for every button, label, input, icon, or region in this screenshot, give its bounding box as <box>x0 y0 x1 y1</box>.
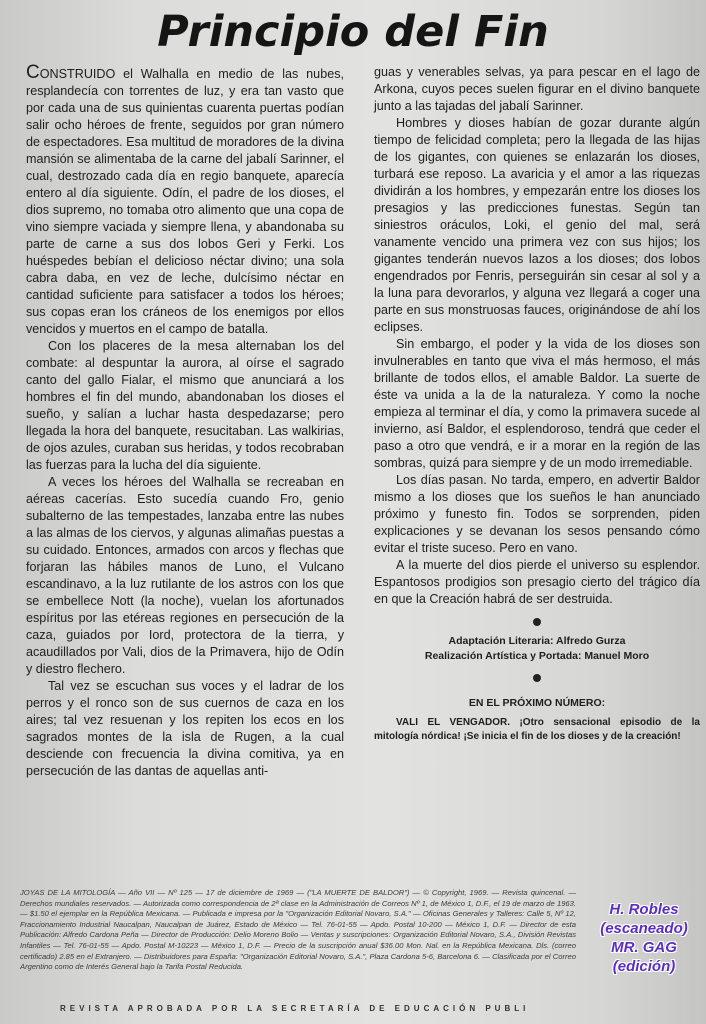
page-title: Principio del Fin <box>157 7 549 57</box>
watermark-line: MR. GAG <box>611 939 677 956</box>
drop-cap: C <box>26 62 40 83</box>
imprint-footer: JOYAS DE LA MITOLOGÍA — Año VII — Nº 125 — 17 de diciembre de 1969 — ("LA MUERTE DE BALDOR") — © Copyright, 1969. — Revista quincenal. — Derechos mundiales reservados. — Autorizada como correspondencia de 2ª clase en la Administración de Correos Nº 1, de México 1, D.F., el 19 de marzo de 1963. — $1.50 el ejemplar en la República Mexicana. — Publicada e impresa por la "Organización Editorial Novaro, S.A." — Oficinas Generales y Talleres: Calle 5, Nº 12, Fraccionamiento Industrial Naucalpan, Naucalpan de Juárez, Estado de México — Tel. 76-01-55 — Apdo. Postal 10-200 — México 1, D.F. — Director de esta Publicación: Alfredo Cardona Peña — Director de Producción: Delio Moreno Bolio — Ventas y suscripciones: Organización Editorial Novaro, S.A., División Revistas Infantiles — Tel. 76-01-55 — Apdo. Postal M-10223 — México 1, D.F. — Precio de la suscripción anual $36.00 Mon. Nal. en la República Mexicana. Dls. (correo certificado) 2.85 en el Extranjero. — Distribuidores para España: "Organización Editorial Novaro, S.A.", Plaza Cardona 5-6, Barcelona 6. — Clasificada por el Correo Argentino como de Interés General bajo la Tarifa Postal Reducida. <box>20 888 576 972</box>
right-column <box>374 64 700 744</box>
approval-line: REVISTA APROBADA POR LA SECRETARÍA DE EDUCACIÓN PUBLI <box>60 1004 530 1013</box>
paragraph-text: ONSTRUIDO el Walhalla en medio de las nubes, resplandecía con torrentes de luz, y era tan vasto que por cada una de sus quinientas cuarenta puertas podían salir ocho héroes de frente, seguidos por gran número de espectadores. Esa multitud de moradores de la divina mansión se alimentaba de la carne del jabalí Sarinner, el cual, destrozado cada día en regio banquete, aparecía entero al día siguiente. Odín, el padre de los dioses, el dios supremo, no tomaba otro alimento que una copa de vino siempre vaciada y siempre llena, y abandonaba su parte de carne a sus dos lobos Geri y Ferki. Los huéspedes bebían el delicioso néctar divino; una sola cabra daba, en vez de leche, dulcísimo néctar en cantidad suficiente para satisfacer a todos los héroes; sus copas eran los cráneos de los enemigos por ellos vencidos y muertos en el campo de batalla. <box>26 67 344 336</box>
next-issue-text: VALI EL VENGADOR. ¡Otro sensacional episodio de la mitología nórdica! ¡Se inicia el fin de los dioses y de la creación! <box>374 717 700 742</box>
credit-art: Realización Artística y Portada: Manuel Moro <box>424 650 650 662</box>
paragraph: Los días pasan. No tarda, empero, en advertir Baldor mismo a los dioses que los sueños le han anunciado próximo y funesto fin. Todos se sorprenden, piden explicaciones y se devanan los sesos pensando cómo evitar el triste suceso. Pero en vano. <box>374 473 700 555</box>
watermark-line: (escaneado) <box>600 920 688 937</box>
bullet-divider <box>533 618 541 626</box>
next-issue-heading: EN EL PRÓXIMO NÚMERO: <box>468 697 606 709</box>
paragraph: Con los placeres de la mesa alternaban los del combate: al despuntar la aurora, al oírse el sagrado canto del gallo Fialar, el mismo que anunciará a los hombres el fin del mundo, abandonaban los dioses el sueño, y salían a luchar hasta despedazarse; pero llegada la hora del banquete, resucitaban. Las walkirias, de ojos azules, curaban sus heridas, y todos recobraban las fuerzas para la lucha del día siguiente. <box>26 339 344 472</box>
credits <box>374 634 700 664</box>
bullet-divider <box>533 674 541 682</box>
paragraph: A veces los héroes del Walhalla se recreaban en aéreas cacerías. Esto sucedía cuando Fro, genio subalterno de las tempestades, lanzaba entre las nubes a las almas de los ciervos, y algunas alimañas puestas a su cuidado. Entonces, armados con arcos y flechas que forjaran las hábiles manos de Luno, el Vulcano escandinavo, a la luz rutilante de los astros con los que se embellece Nott (la noche), vuelan los afortunados espíritus por las etéreas regiones en persecución de la caza, guiados por Iord, protectora de la tierra, y acaudillados por Vali, dios de la Primavera, hijo de Odín y diestro flechero. <box>26 475 344 676</box>
paragraph: A la muerte del dios pierde el universo su esplendor. Espantosos prodigios son presagio cierto del trágico día en que la Creación habrá de ser destruida. <box>374 558 700 606</box>
paragraph: Tal vez se escuchan sus voces y el ladrar de los perros y el ronco son de sus cuernos de caza en los aires; tal vez resuenan y los repiten los ecos en los sagrados montes de la isla de Rugen, a la cual desciende con frecuencia la divina comitiva, ya en persecución de las dantas de aquellas anti- <box>26 679 344 778</box>
watermark-line: H. Robles <box>609 901 679 918</box>
paragraph: Sin embargo, el poder y la vida de los dioses son invulnerables en tanto que viva el más hermoso, el más brillante de todos ellos, el amable Baldor. La suerte de éste va unida a la de la naturaleza. Y como la noche empieza al terminar el día, y como la primavera sucede al invierno, así Baldor, el esplendoroso, tendrá que ceder el paso a otro que vendrá, e ir a morar en la región de las sombras, quizá para siempre y de un modo irremediable. <box>374 337 700 470</box>
paragraph <box>26 64 344 338</box>
left-column <box>26 64 344 780</box>
scanner-watermark <box>586 900 702 976</box>
paragraph: guas y venerables selvas, ya para pescar en el lago de Arkona, cuyos peces suelen figurar en el divino banquete junto a las tajadas del jabalí Sarinner. <box>374 65 700 113</box>
paragraph: Hombres y dioses habían de gozar durante algún tiempo de felicidad completa; pero la llegada de las hijas de los gigantes, con quienes se enlazarán los dioses, turbará ese reposo. La avaricia y el amor a las riquezas dividirán a los hombres, y empezarán entre los dioses los presagios y las predicciones funestas. Según tan siniestros oráculos, Loki, el genio del mal, será vanamente vencido una primera vez con sus hijos; los gigantes tenderán nuevos lazos a los dioses; dos lobos engendrados por Fenris, perseguirán sin cesar al sol y a la luna para devorarlos, y alguna vez llegará a coger una parte en sus monstruosas fauces, originándose de ahí los eclipses. <box>374 116 700 334</box>
credit-adaptation: Adaptación Literaria: Alfredo Gurza <box>448 635 626 647</box>
watermark-line: (edición) <box>612 958 676 975</box>
